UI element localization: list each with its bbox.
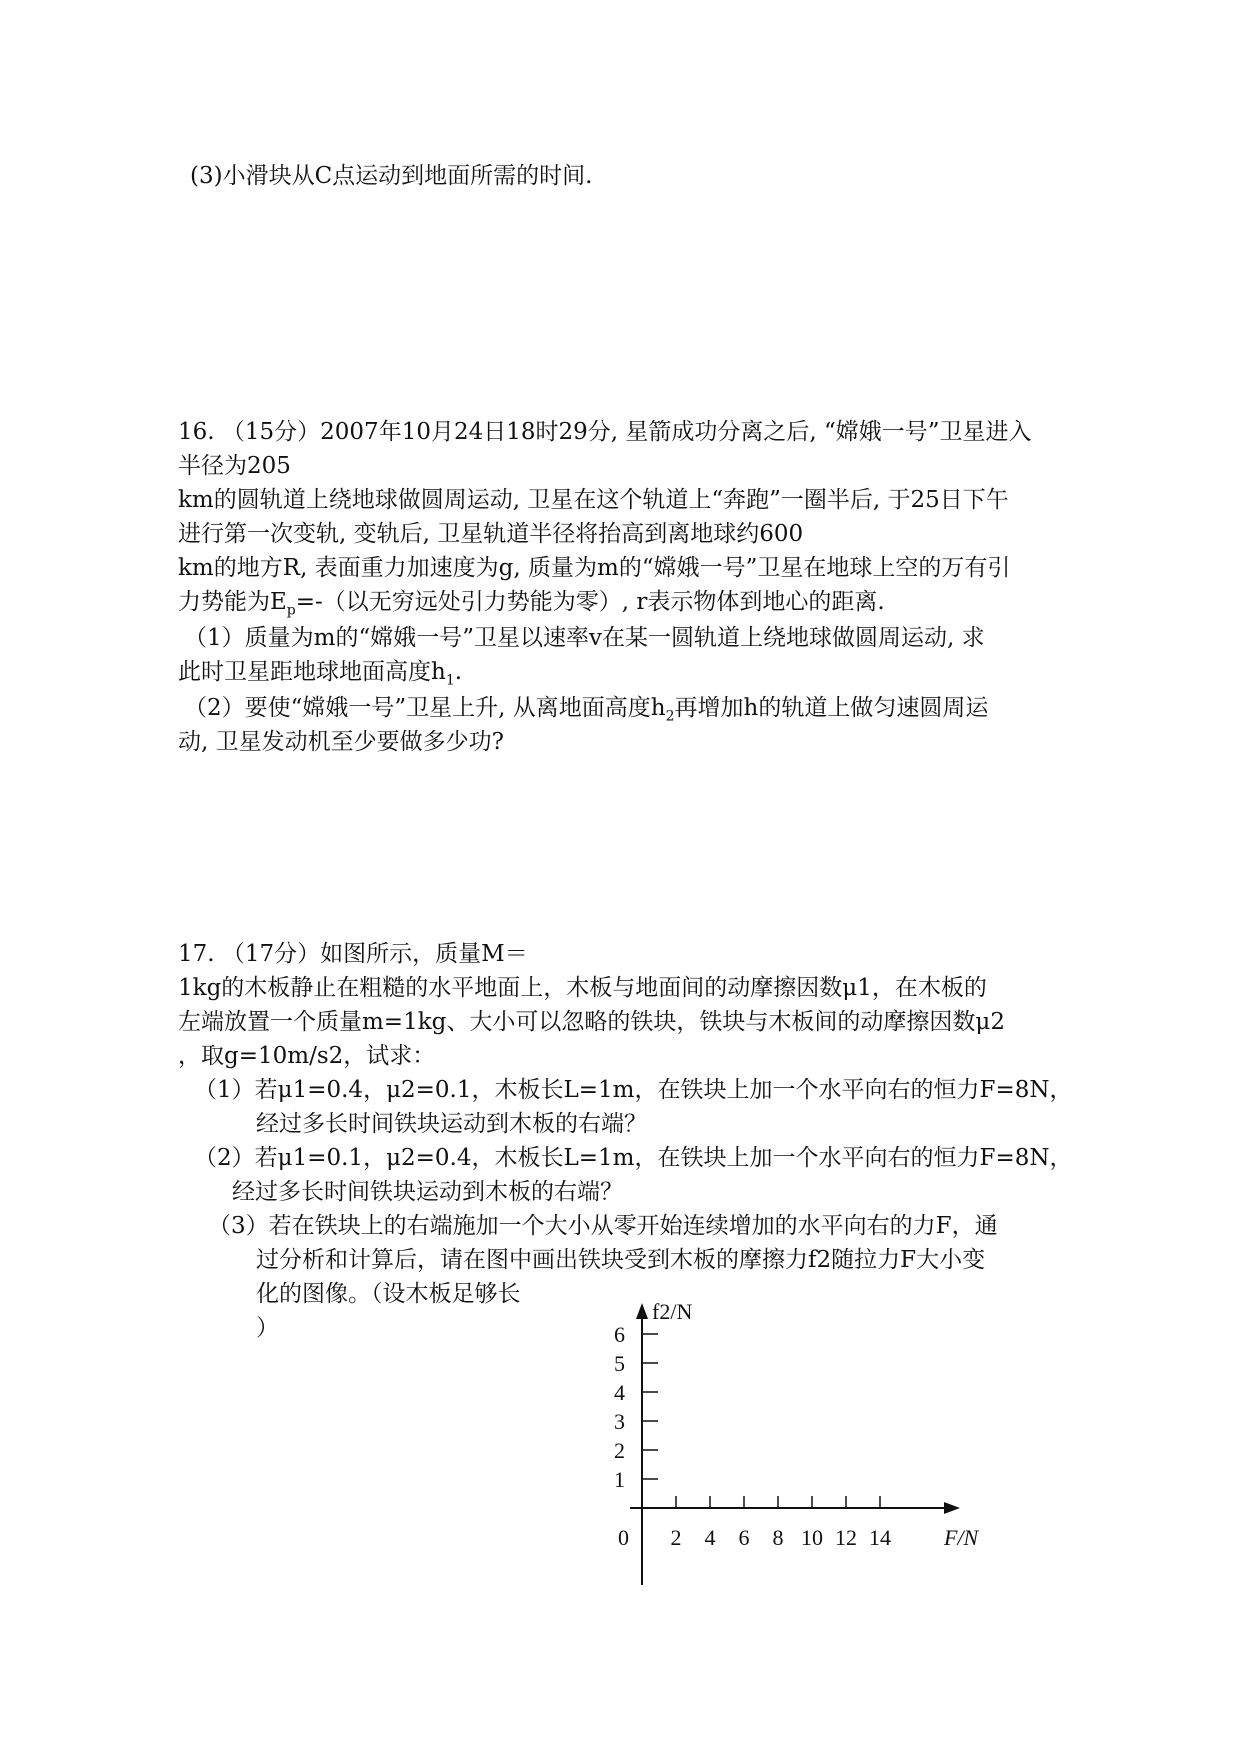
q16-part2-line1-post: 再增加h的轨道上做匀速圆周运 <box>674 695 989 721</box>
x-tick-label: 14 <box>869 1525 891 1550</box>
q16-part1-line1: （1）质量为m的“嫦娥一号”卫星以速率v在某一圆轨道上绕地球做圆周运动, 求 <box>184 625 985 651</box>
q16-line1: 16. （15分）2007年10月24日18时29分, 星箭成功分离之后, “嫦娥一号”卫星进入 <box>178 419 1032 445</box>
origin-label: 0 <box>618 1525 629 1550</box>
q16-line6 <box>178 586 885 627</box>
y-tick-label: 2 <box>614 1438 625 1463</box>
y-tick-label: 4 <box>614 1380 625 1405</box>
x-axis-label: F/N <box>944 1525 979 1550</box>
x-tick-label: 8 <box>772 1525 784 1550</box>
q17-part2-line2: 经过多长时间铁块运动到木板的右端？ <box>232 1179 623 1205</box>
f2-vs-f-graph <box>600 1295 1020 1585</box>
x-tick-label: 10 <box>801 1525 823 1550</box>
y-tick-label: 6 <box>614 1322 625 1347</box>
q16-part1-line2 <box>178 656 462 697</box>
x-tick-label: 12 <box>835 1525 857 1550</box>
q16-part2-line2: 动, 卫星发动机至少要做多少功? <box>178 729 504 755</box>
q17-part1-line2: 经过多长时间铁块运动到木板的右端？ <box>256 1111 647 1137</box>
q17-part3-line4: ） <box>256 1315 279 1341</box>
q17-line4: ，取g=10m/s2，试求： <box>178 1043 436 1069</box>
x-ticks <box>671 1496 892 1550</box>
q17-line2: 1kg的木板静止在粗糙的水平地面上，木板与地面间的动摩擦因数μ1，在木板的 <box>178 975 987 1001</box>
q16-line4: 进行第一次变轨, 变轨后, 卫星轨道半径将抬高到离地球约600 <box>178 521 804 547</box>
x-tick-label: 6 <box>738 1525 750 1550</box>
q17-part1-line1: （1）若μ1=0.4，μ2=0.1，木板长L=1m，在铁块上加一个水平向右的恒力F=8N， <box>194 1077 1073 1103</box>
q17-part3-line2: 过分析和计算后，请在图中画出铁块受到木板的摩擦力f2随拉力F大小变 <box>256 1247 986 1273</box>
x-tick-label: 4 <box>704 1525 716 1550</box>
q16-part1-line2-sub: 1 <box>445 672 455 689</box>
q17-line3: 左端放置一个质量m=1kg、大小可以忽略的铁块，铁块与木板间的动摩擦因数μ2 <box>178 1009 1005 1035</box>
y-ticks <box>614 1322 658 1492</box>
q16-part1-line2-pre: 此时卫星距地球地面高度h <box>178 659 446 685</box>
x-axis-arrow <box>944 1502 960 1514</box>
y-axis-label: f2/N <box>652 1299 693 1324</box>
q16-line2: 半径为205 <box>178 453 291 479</box>
q16-part2-line1-sub: 2 <box>665 708 675 725</box>
q17-part3-line3: 化的图像。（设木板足够长 <box>256 1281 521 1307</box>
q16-line5: km的地方R, 表面重力加速度为g, 质量为m的“嫦娥一号”卫星在地球上空的万有引 <box>178 555 1011 581</box>
q16-part1-line2-post: . <box>454 659 463 685</box>
q17-line1: 17. （17分）如图所示，质量M＝ <box>178 941 528 967</box>
y-tick-label: 3 <box>614 1409 625 1434</box>
q16-line3: km的圆轨道上绕地球做圆周运动, 卫星在这个轨道上“奔跑”一圈半后, 于25日下午 <box>178 487 1009 513</box>
q16-line6-sub: p <box>286 602 296 619</box>
q17-part2-line1: （2）若μ1=0.1，μ2=0.4，木板长L=1m，在铁块上加一个水平向右的恒力F=8N， <box>194 1145 1073 1171</box>
q16-line6-post: =-（以无穷远处引力势能为零）, r表示物体到地心的距离. <box>295 589 885 615</box>
q16-line6-pre: 力势能为E <box>178 589 287 615</box>
q17-part3-line1: （3）若在铁块上的右端施加一个大小从零开始连续增加的水平向右的力F，通 <box>208 1213 998 1239</box>
q16-part2-line1-pre: （2）要使“嫦娥一号”卫星上升, 从离地面高度h <box>184 695 666 721</box>
y-axis-arrow <box>636 1303 648 1319</box>
q15-part3: (3)小滑块从C点运动到地面所需的时间. <box>190 163 593 189</box>
x-tick-label: 2 <box>670 1525 682 1550</box>
y-tick-label: 1 <box>614 1467 625 1492</box>
y-tick-label: 5 <box>614 1351 625 1376</box>
